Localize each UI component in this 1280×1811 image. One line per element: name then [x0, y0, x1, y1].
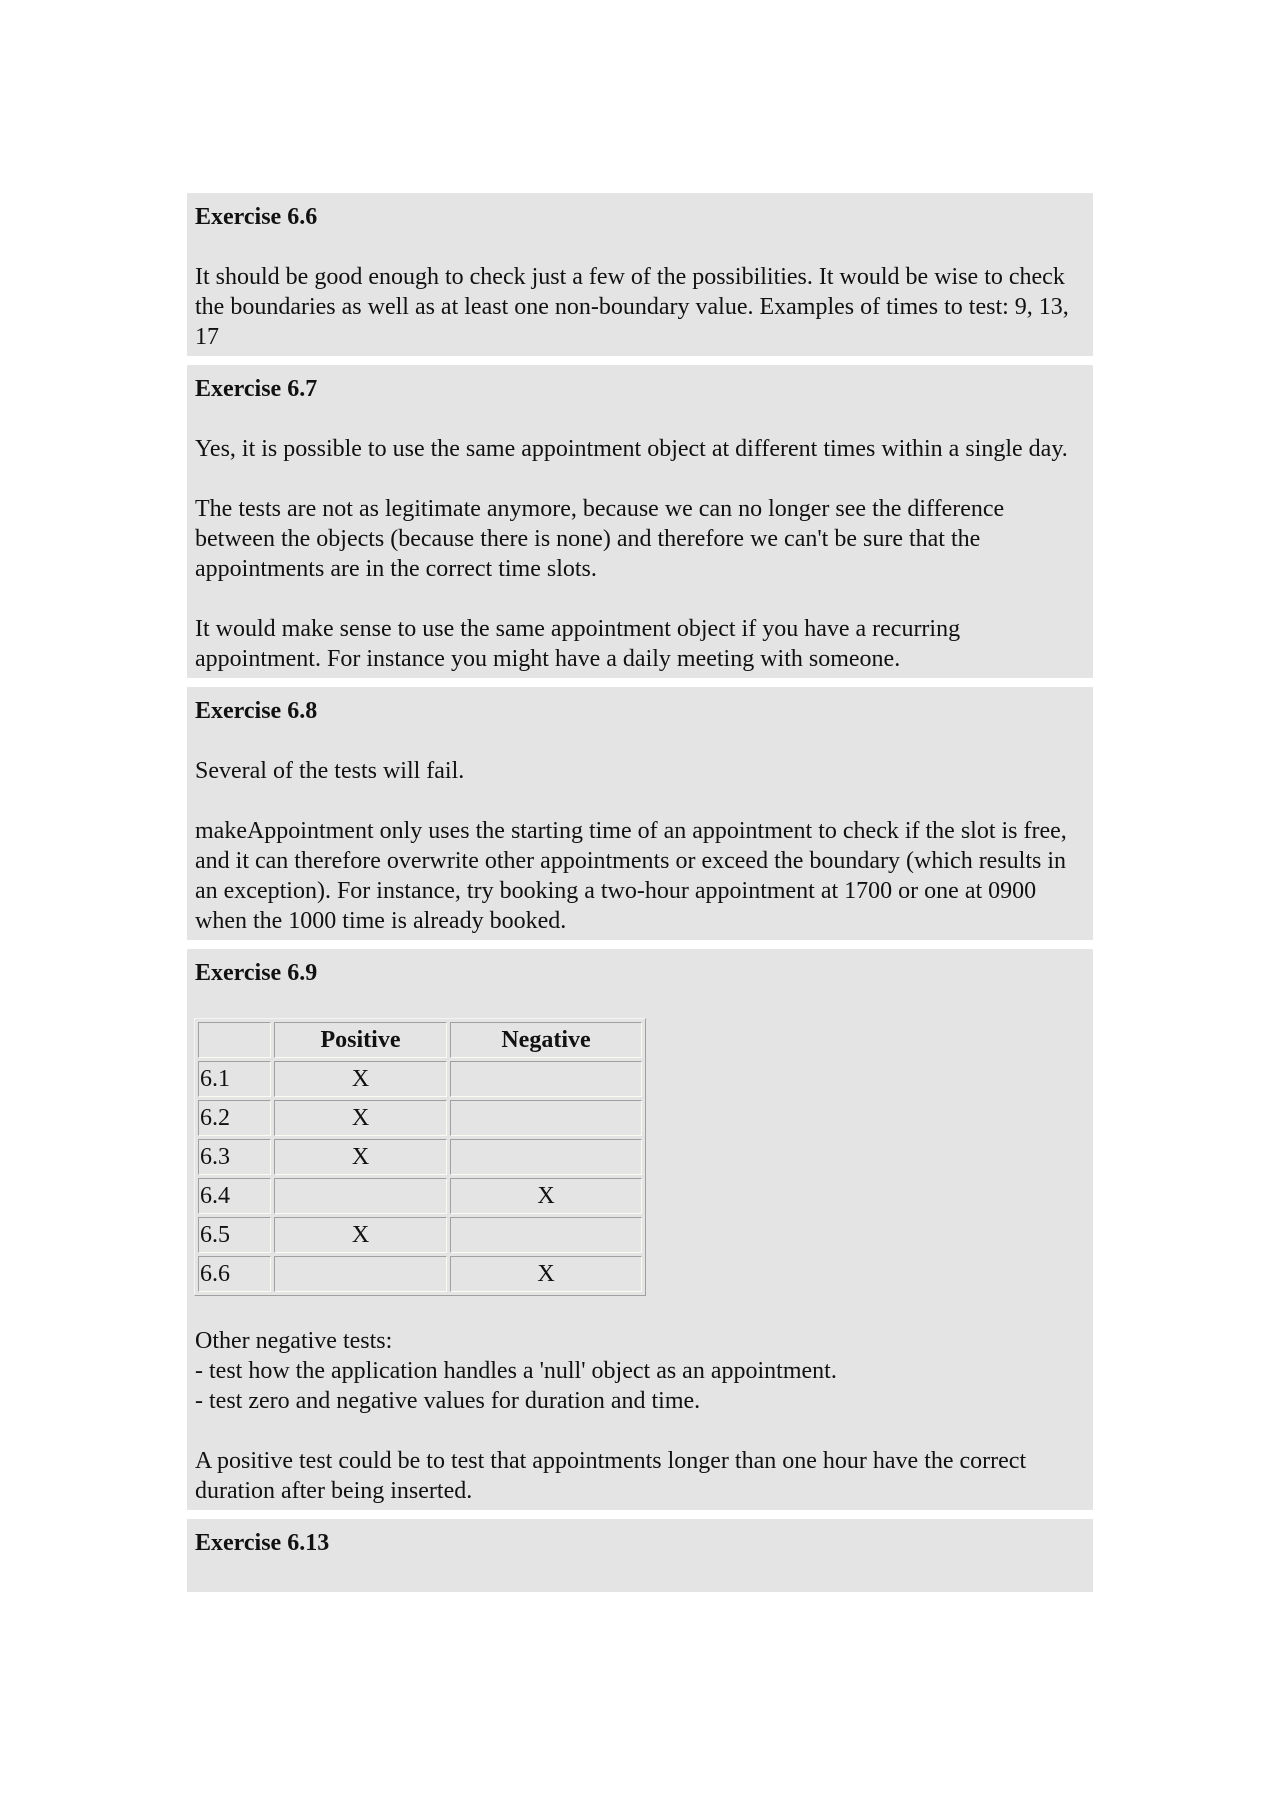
table-row [198, 1139, 642, 1175]
exercise-paragraph: makeAppointment only uses the starting time of an appointment to check if the slot is free, and it can therefore overwrite other appointments or exceed the boundary (which results in an exception). For instance, try booking a two-hour appointment at 1700 or one at 0900 when the 1000 time is already booked. [195, 818, 1067, 934]
negative-test-item: - test zero and negative values for duration and time. [195, 1388, 701, 1414]
negative-cell: X [450, 1178, 642, 1214]
positive-cell: X [274, 1100, 447, 1136]
negative-cell [450, 1217, 642, 1253]
positive-cell: X [274, 1061, 447, 1097]
positive-cell: X [274, 1139, 447, 1175]
positive-cell [274, 1178, 447, 1214]
positive-cell: X [274, 1217, 447, 1253]
document-page [187, 193, 1093, 1601]
negative-cell [450, 1061, 642, 1097]
exercise-6-8 [187, 687, 1093, 940]
positive-negative-table [194, 1018, 646, 1296]
negative-test-item: - test how the application handles a 'null' object as an appointment. [195, 1358, 837, 1384]
exercise-paragraph: The tests are not as legitimate anymore, because we can no longer see the difference between the objects (because there is none) and therefore we can't be sure that the appointments are in the correct time slots. [195, 496, 1005, 582]
exercise-paragraph: A positive test could be to test that appointments longer than one hour have the correct duration after being inserted. [195, 1448, 1027, 1504]
table-header-negative: Negative [450, 1022, 642, 1058]
row-label: 6.5 [198, 1217, 271, 1253]
exercise-paragraph: Yes, it is possible to use the same appointment object at different times within a single day. [195, 436, 1068, 462]
table-header-row [198, 1022, 642, 1058]
row-label: 6.1 [198, 1061, 271, 1097]
exercise-6-9 [187, 949, 1093, 1510]
exercise-heading: Exercise 6.9 [195, 960, 318, 986]
row-label: 6.3 [198, 1139, 271, 1175]
row-label: 6.2 [198, 1100, 271, 1136]
exercise-6-13 [187, 1519, 1093, 1592]
table-row [198, 1217, 642, 1253]
negative-cell [450, 1139, 642, 1175]
table-header-positive: Positive [274, 1022, 447, 1058]
table-row [198, 1178, 642, 1214]
row-label: 6.4 [198, 1178, 271, 1214]
other-negative-title: Other negative tests: [195, 1328, 393, 1354]
table-row [198, 1061, 642, 1097]
negative-cell [450, 1100, 642, 1136]
table-header-empty [198, 1022, 271, 1058]
positive-cell [274, 1256, 447, 1292]
row-label: 6.6 [198, 1256, 271, 1292]
exercise-heading: Exercise 6.8 [195, 698, 318, 724]
other-negative-tests [195, 1326, 1087, 1416]
exercise-heading: Exercise 6.7 [195, 376, 318, 402]
exercise-heading: Exercise 6.13 [195, 1530, 330, 1556]
exercise-heading: Exercise 6.6 [195, 204, 318, 230]
exercise-paragraph: It would make sense to use the same appointment object if you have a recurring appointment. For instance you might have a daily meeting with someone. [195, 616, 961, 672]
table-row [198, 1256, 642, 1292]
exercise-6-7 [187, 365, 1093, 678]
table-row [198, 1100, 642, 1136]
exercise-paragraph: Several of the tests will fail. [195, 758, 465, 784]
exercise-paragraph: It should be good enough to check just a few of the possibilities. It would be wise to check the boundaries as well as at least one non-boundary value. Examples of times to test: 9, 13, 17 [195, 264, 1069, 350]
negative-cell: X [450, 1256, 642, 1292]
exercise-6-6 [187, 193, 1093, 356]
